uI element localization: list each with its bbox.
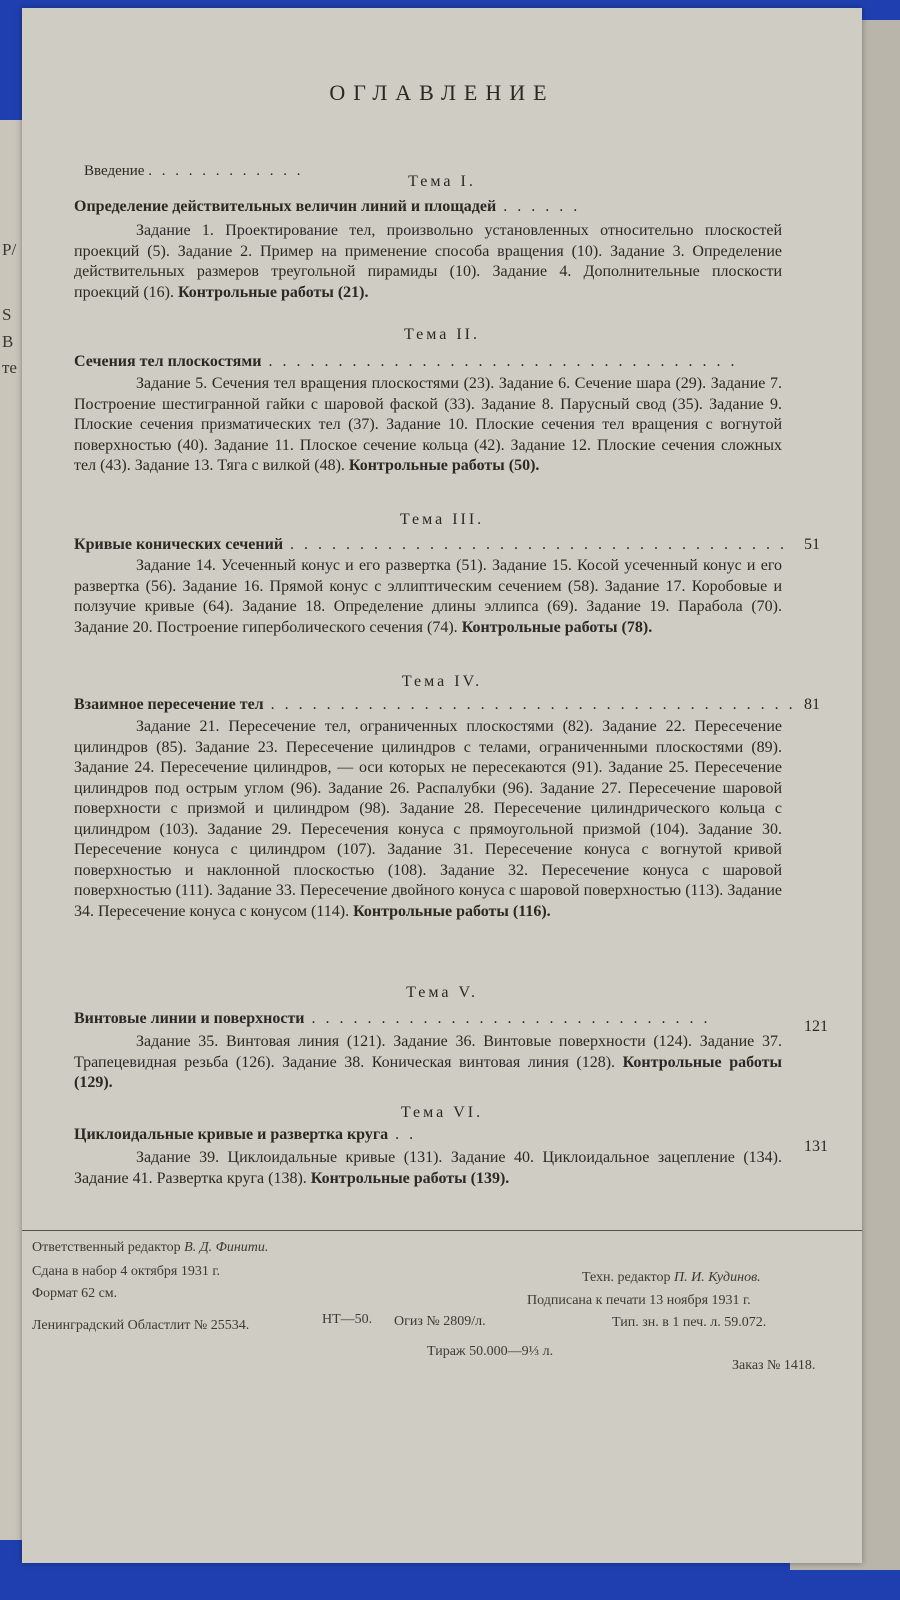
section-body xyxy=(74,374,782,477)
nt-code: НТ—50. xyxy=(322,1312,373,1327)
intro-label: Введение xyxy=(84,163,145,179)
theme-heading: Тема III. xyxy=(399,511,485,528)
page-number: 51 xyxy=(804,536,820,553)
section-title: Взаимное пересечение тел . . . . . . . . . . . . . . . . . . . . . . . . . . . . . . . . . . . . . . xyxy=(74,696,796,713)
control-works: Контрольные работы (116). xyxy=(353,902,551,920)
section-title: Определение действительных величин линий и площадей . . . . . . xyxy=(74,198,581,215)
back-page-fragment: Р/ xyxy=(2,240,17,259)
ogiz-number: Огиз № 2809/л. xyxy=(394,1314,486,1329)
section-tasks: Задание 1. Проектирование тел, произвольно установленных относительно плоскостей проекций (5). Задание 2. Пример на применение способа вращения (10). Задание 3. Определение действительных размеров треугольной пирамиды (10). Задание 4. Дополнительные плоскости проекций (16). xyxy=(74,222,782,301)
section-tasks: Задание 21. Пересечение тел, ограниченных плоскостями (82). Задание 22. Пересечение цилиндров (85). Задание 23. Пересечение цилиндров с телами, ограниченными плоскостями (89). Задание 24. Пересечение цилиндров, — оси которых не пересекаются (91). Задание 25. Пересечение цилиндров под острым углом (96). Задание 26. Распалубки (96). Задание 27. Пересечение шаровой поверхности с призмой и цилиндром (98). Задание 28. Пересечение цилиндрического кольца с цилиндром (103). Задание 29. Пересечения конуса с прямоугольной призмой (104). Задание 30. Пересечение конуса с цилиндром (107). Задание 31. Пересечение конуса с вогнутой кривой поверхностью и наклонной плоскостью (108). Задание 32. Пересечение конуса с шаровой поверхностью (111). Задание 33. Пересечение двойного конуса с шаровой поверхностью (113). Задание 34. Пересечение конуса с конусом (114). xyxy=(74,718,782,920)
page-number: 131 xyxy=(804,1138,828,1155)
type-signs: Тип. зн. в 1 печ. л. 59.072. xyxy=(612,1315,767,1330)
section-tasks: Задание 14. Усеченный конус и его развертка (51). Задание 15. Косой усеченный конус и его развертка (56). Задание 16. Прямой конус с эллиптическим сечением (58). Задание 17. Коробовые и ползучие кривые (64). Задание 18. Определение длины эллипса (69). Задание 19. Парабола (70). Задание 20. Построение гиперболического сечения (74). xyxy=(74,557,782,636)
page-title: ОГЛАВЛЕНИЕ xyxy=(329,80,555,105)
section-body xyxy=(74,1032,782,1094)
back-page-fragment: S xyxy=(2,305,12,324)
section-title-text: Сечения тел плоскостями xyxy=(74,353,262,370)
signed-to-print: Подписана к печати 13 ноября 1931 г. xyxy=(527,1293,751,1308)
tech-editor-label: Техн. редактор xyxy=(582,1270,671,1285)
editor-label: Ответственный редактор xyxy=(32,1240,181,1255)
toc-entry-introduction: Введение . . . . . . . . . . . . xyxy=(84,163,304,179)
control-works: Контрольные работы (78). xyxy=(461,618,653,636)
page-number: 81 xyxy=(804,696,820,713)
section-title-text: Определение действительных величин линий и площадей xyxy=(74,198,497,215)
control-works: Контрольные работы (139). xyxy=(310,1169,510,1187)
technical-editor xyxy=(582,1270,761,1286)
control-works: Контрольные работы (129). xyxy=(74,1053,783,1091)
theme-heading: Тема IV. xyxy=(401,673,483,690)
theme-heading: Тема V. xyxy=(406,984,478,1001)
back-page-fragment: В xyxy=(2,332,14,351)
section-body xyxy=(74,221,782,303)
section-title-text: Винтовые линии и поверхности xyxy=(74,1010,305,1027)
page-number: 121 xyxy=(804,1018,828,1035)
imprint-divider xyxy=(22,1230,862,1231)
section-title: Винтовые линии и поверхности . . . . . . . . . . . . . . . . . . . . . . . . . . . . . xyxy=(74,1010,711,1027)
table-of-contents-page xyxy=(22,8,862,1563)
section-title: Кривые конических сечений . . . . . . . . . . . . . . . . . . . . . . . . . . . . . . . . . . . . xyxy=(74,536,788,553)
section-body xyxy=(74,556,782,638)
theme-heading: Тема I. xyxy=(408,173,476,190)
theme-heading: Тема VI. xyxy=(400,1104,484,1121)
section-title: Циклоидальные кривые и развертка круга . . xyxy=(74,1126,417,1143)
control-works: Контрольные работы (50). xyxy=(348,457,540,474)
back-page-fragment: те xyxy=(2,358,17,377)
typeset-date: Сдана в набор 4 октября 1931 г. xyxy=(32,1264,221,1279)
section-title: Сечения тел плоскостями . . . . . . . . . . . . . . . . . . . . . . . . . . . . . . . . . . xyxy=(74,353,738,370)
editor-name: В. Д. Финити. xyxy=(184,1240,269,1255)
section-title-text: Циклоидальные кривые и развертка круга xyxy=(74,1126,389,1143)
paper-format: Формат 62 см. xyxy=(32,1286,118,1301)
print-run: Тираж 50.000—9⅓ л. xyxy=(427,1344,554,1359)
order-number: Заказ № 1418. xyxy=(732,1358,816,1373)
section-title-text: Взаимное пересечение тел xyxy=(74,696,264,713)
theme-heading: Тема II. xyxy=(403,326,481,343)
section-body xyxy=(74,717,782,922)
responsible-editor xyxy=(32,1240,268,1256)
oblastlit-number: Ленинградский Областлит № 25534. xyxy=(32,1318,250,1333)
section-tasks: Задание 5. Сечения тел вращения плоскостями (23). Задание 6. Сечение шара (29). Задание 7. Построение шестигранной гайки с шаровой фаской (33). Задание 8. Парусный свод (35). Задание 9. Плоские сечения призматических тел (37). Задание 10. Плоские сечения тел вращения с вогнутой поверхностью (40). Задание 11. Плоское сечение кольца (42). Задание 12. Плоские сечения сложных тел (43). Задание 13. Тяга с вилкой (48). xyxy=(74,375,782,474)
tech-editor-name: П. И. Кудинов. xyxy=(673,1270,761,1285)
section-tasks: Задание 39. Циклоидальные кривые (131). Задание 40. Циклоидальное зацепление (134). Задание 41. Развертка круга (138). xyxy=(74,1149,782,1187)
section-title-text: Кривые конических сечений xyxy=(74,536,284,553)
section-tasks: Задание 35. Винтовая линия (121). Задание 36. Винтовые поверхности (124). Задание 37. Трапецевидная резьба (126). Задание 38. Коническая винтовая линия (128). xyxy=(74,1033,782,1071)
section-body xyxy=(74,1148,782,1189)
control-works: Контрольные работы (21). xyxy=(177,283,369,301)
